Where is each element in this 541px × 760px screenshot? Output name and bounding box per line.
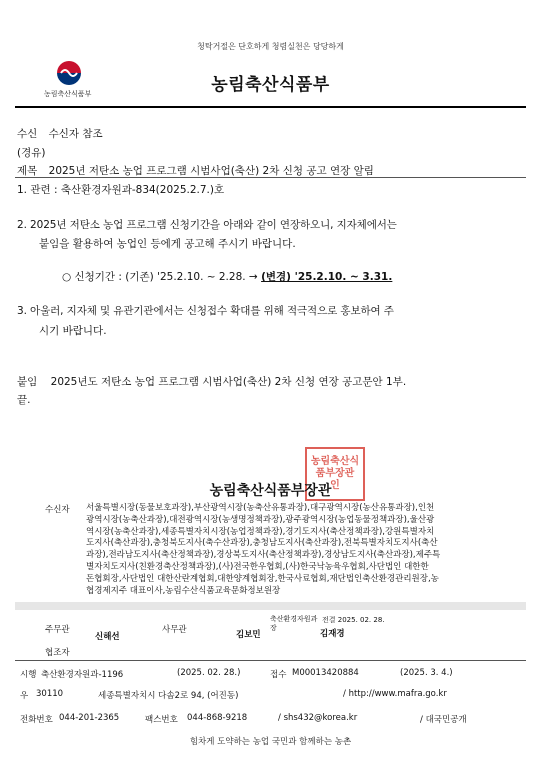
enforce-label: 시행 — [20, 670, 37, 680]
subject-divider — [15, 177, 526, 178]
recipients-line: 과장),전라남도지사(축산정책과장),경상북도지사(축산정책과장),경상남도지사(축산과장),제주특 — [86, 550, 441, 561]
approval-role-2: 사무관 — [162, 625, 187, 635]
seal-line-3: 인 — [330, 480, 340, 491]
subject-label: 제목 — [17, 165, 38, 177]
enforce-date: (2025. 02. 28.) — [177, 668, 241, 678]
recipients-line: 협경제지주 대표이사,농림수산식품교육문화정보원장 — [86, 585, 281, 596]
fax-number: 044-868-9218 — [187, 713, 248, 723]
zip-code: 30110 — [36, 689, 64, 699]
recipients-list — [86, 503, 440, 597]
body-item-2-line-2: 붙임을 활용하여 농업인 등에게 공고해 주시기 바랍니다. — [39, 238, 296, 250]
recipients-line: 돈협회장,사단법인 대한산란계협회,대한양계협회장,한국사료협회,재단법인축산환경관리원장,농 — [86, 573, 439, 584]
body-item-3-line-1: 3. 아울러, 지자체 및 유관기관에서는 신청접수 확대를 위해 적극적으로 홍보하여 주 — [17, 305, 394, 317]
approval-name-1: 신해선 — [95, 632, 120, 642]
attachment-row — [17, 374, 406, 389]
period-row — [62, 269, 392, 284]
footer-divider — [15, 660, 526, 661]
recipients-line: 역시장(농축산과장),세종특별자치시장(농업정책과장),경기도지사(축산정책과장),강원특별자치 — [86, 526, 435, 537]
zip-label: 우 — [20, 691, 29, 701]
header-divider — [15, 106, 526, 108]
approval-date-3: 전결 2025. 02. 28. — [322, 616, 385, 624]
approval-separator — [15, 602, 526, 610]
signature-title: 농림축산식품부장관 — [209, 483, 332, 499]
via-row: (경유) — [17, 147, 46, 159]
cooperator-label: 협조자 — [45, 648, 70, 658]
email-link[interactable]: / shs432@korea.kr — [278, 713, 358, 723]
org-name-small: 농림축산식품부 — [44, 90, 92, 98]
slogan: 청탁거절은 단호하게 청렴실천은 당당하게 — [197, 42, 344, 51]
body-item-2-line-1: 2. 2025년 저탄소 농업 프로그램 신청기간을 아래와 같이 연장하오니, 지자체에서는 — [17, 219, 397, 231]
period-changed: (변경) '25.2.10. ~ 3.31. — [261, 271, 393, 283]
recipient-row — [17, 126, 103, 141]
recipient-value: 수신자 참조 — [48, 128, 103, 140]
receive-label: 접수 — [270, 670, 287, 680]
approval-role-3: 축산환경자원과장 — [270, 615, 318, 632]
closing-slogan: 힘차게 도약하는 농업 국민과 함께하는 농촌 — [189, 737, 352, 747]
period-prefix: ○ 신청기간 : (기존) '25.2.10. ~ 2.28. → — [62, 271, 258, 283]
tel-number: 044-201-2365 — [59, 713, 120, 723]
recipients-line: 광역시장(농축산과장),대전광역시장(농생명정책과장),광주광역시장(농업동물정책과장),울산광 — [86, 514, 435, 525]
subject-value: 2025년 저탄소 농업 프로그램 시범사업(축산) 2차 신청 공고 연장 알림 — [48, 165, 374, 177]
ministry-title: 농림축산식품부 — [211, 75, 330, 95]
seal-line-1: 농림축산식 — [310, 456, 360, 467]
address: 세종특별자치시 다솜2로 94, (어진동) — [98, 691, 239, 701]
enforce-value: 축산환경자원과-1196 — [41, 670, 124, 680]
approval-name-2: 김보민 — [236, 630, 261, 640]
attachment-value: 2025년도 저탄소 농업 프로그램 시범사업(축산) 2차 신청 연장 공고문안 1부. — [50, 376, 407, 388]
receive-value: M00013420884 — [292, 668, 359, 678]
attachment-end: 끝. — [17, 394, 31, 406]
website-link[interactable]: / http://www.mafra.go.kr — [343, 689, 447, 699]
recipients-line: 도지사(축산과장),충청북도지사(축수산과장),충청남도지사(축산과장),전북특별자치도지사(축산 — [86, 538, 438, 549]
approval-name-3: 김재경 — [320, 629, 345, 639]
recipients-label: 수신자 — [45, 505, 70, 515]
recipients-line: 서울특별시장(동물보호과장),부산광역시장(농축산유통과장),대구광역시장(농산유통과장),인천 — [86, 503, 435, 513]
body-item-1: 1. 관련 : 축산환경자원과-834(2025.2.7.)호 — [17, 184, 225, 196]
subject-row — [17, 163, 374, 178]
disclosure: / 대국민공개 — [420, 715, 467, 725]
seal-line-2: 품부장관 — [315, 468, 355, 479]
recipients-line: 별자치도지사(친환경축산정책과장),(사)전국한우협회,(사)한국낙농육우협회,사단법인 대한한 — [86, 561, 429, 572]
receive-date: (2025. 3. 4.) — [400, 668, 453, 678]
tel-label: 전화번호 — [20, 715, 53, 725]
fax-label: 팩스번호 — [145, 715, 178, 725]
body-item-3-line-2: 시기 바랍니다. — [39, 325, 107, 337]
recipient-label: 수신 — [17, 128, 38, 140]
approval-role-1: 주무관 — [45, 625, 70, 635]
attachment-label: 붙임 — [17, 376, 38, 388]
